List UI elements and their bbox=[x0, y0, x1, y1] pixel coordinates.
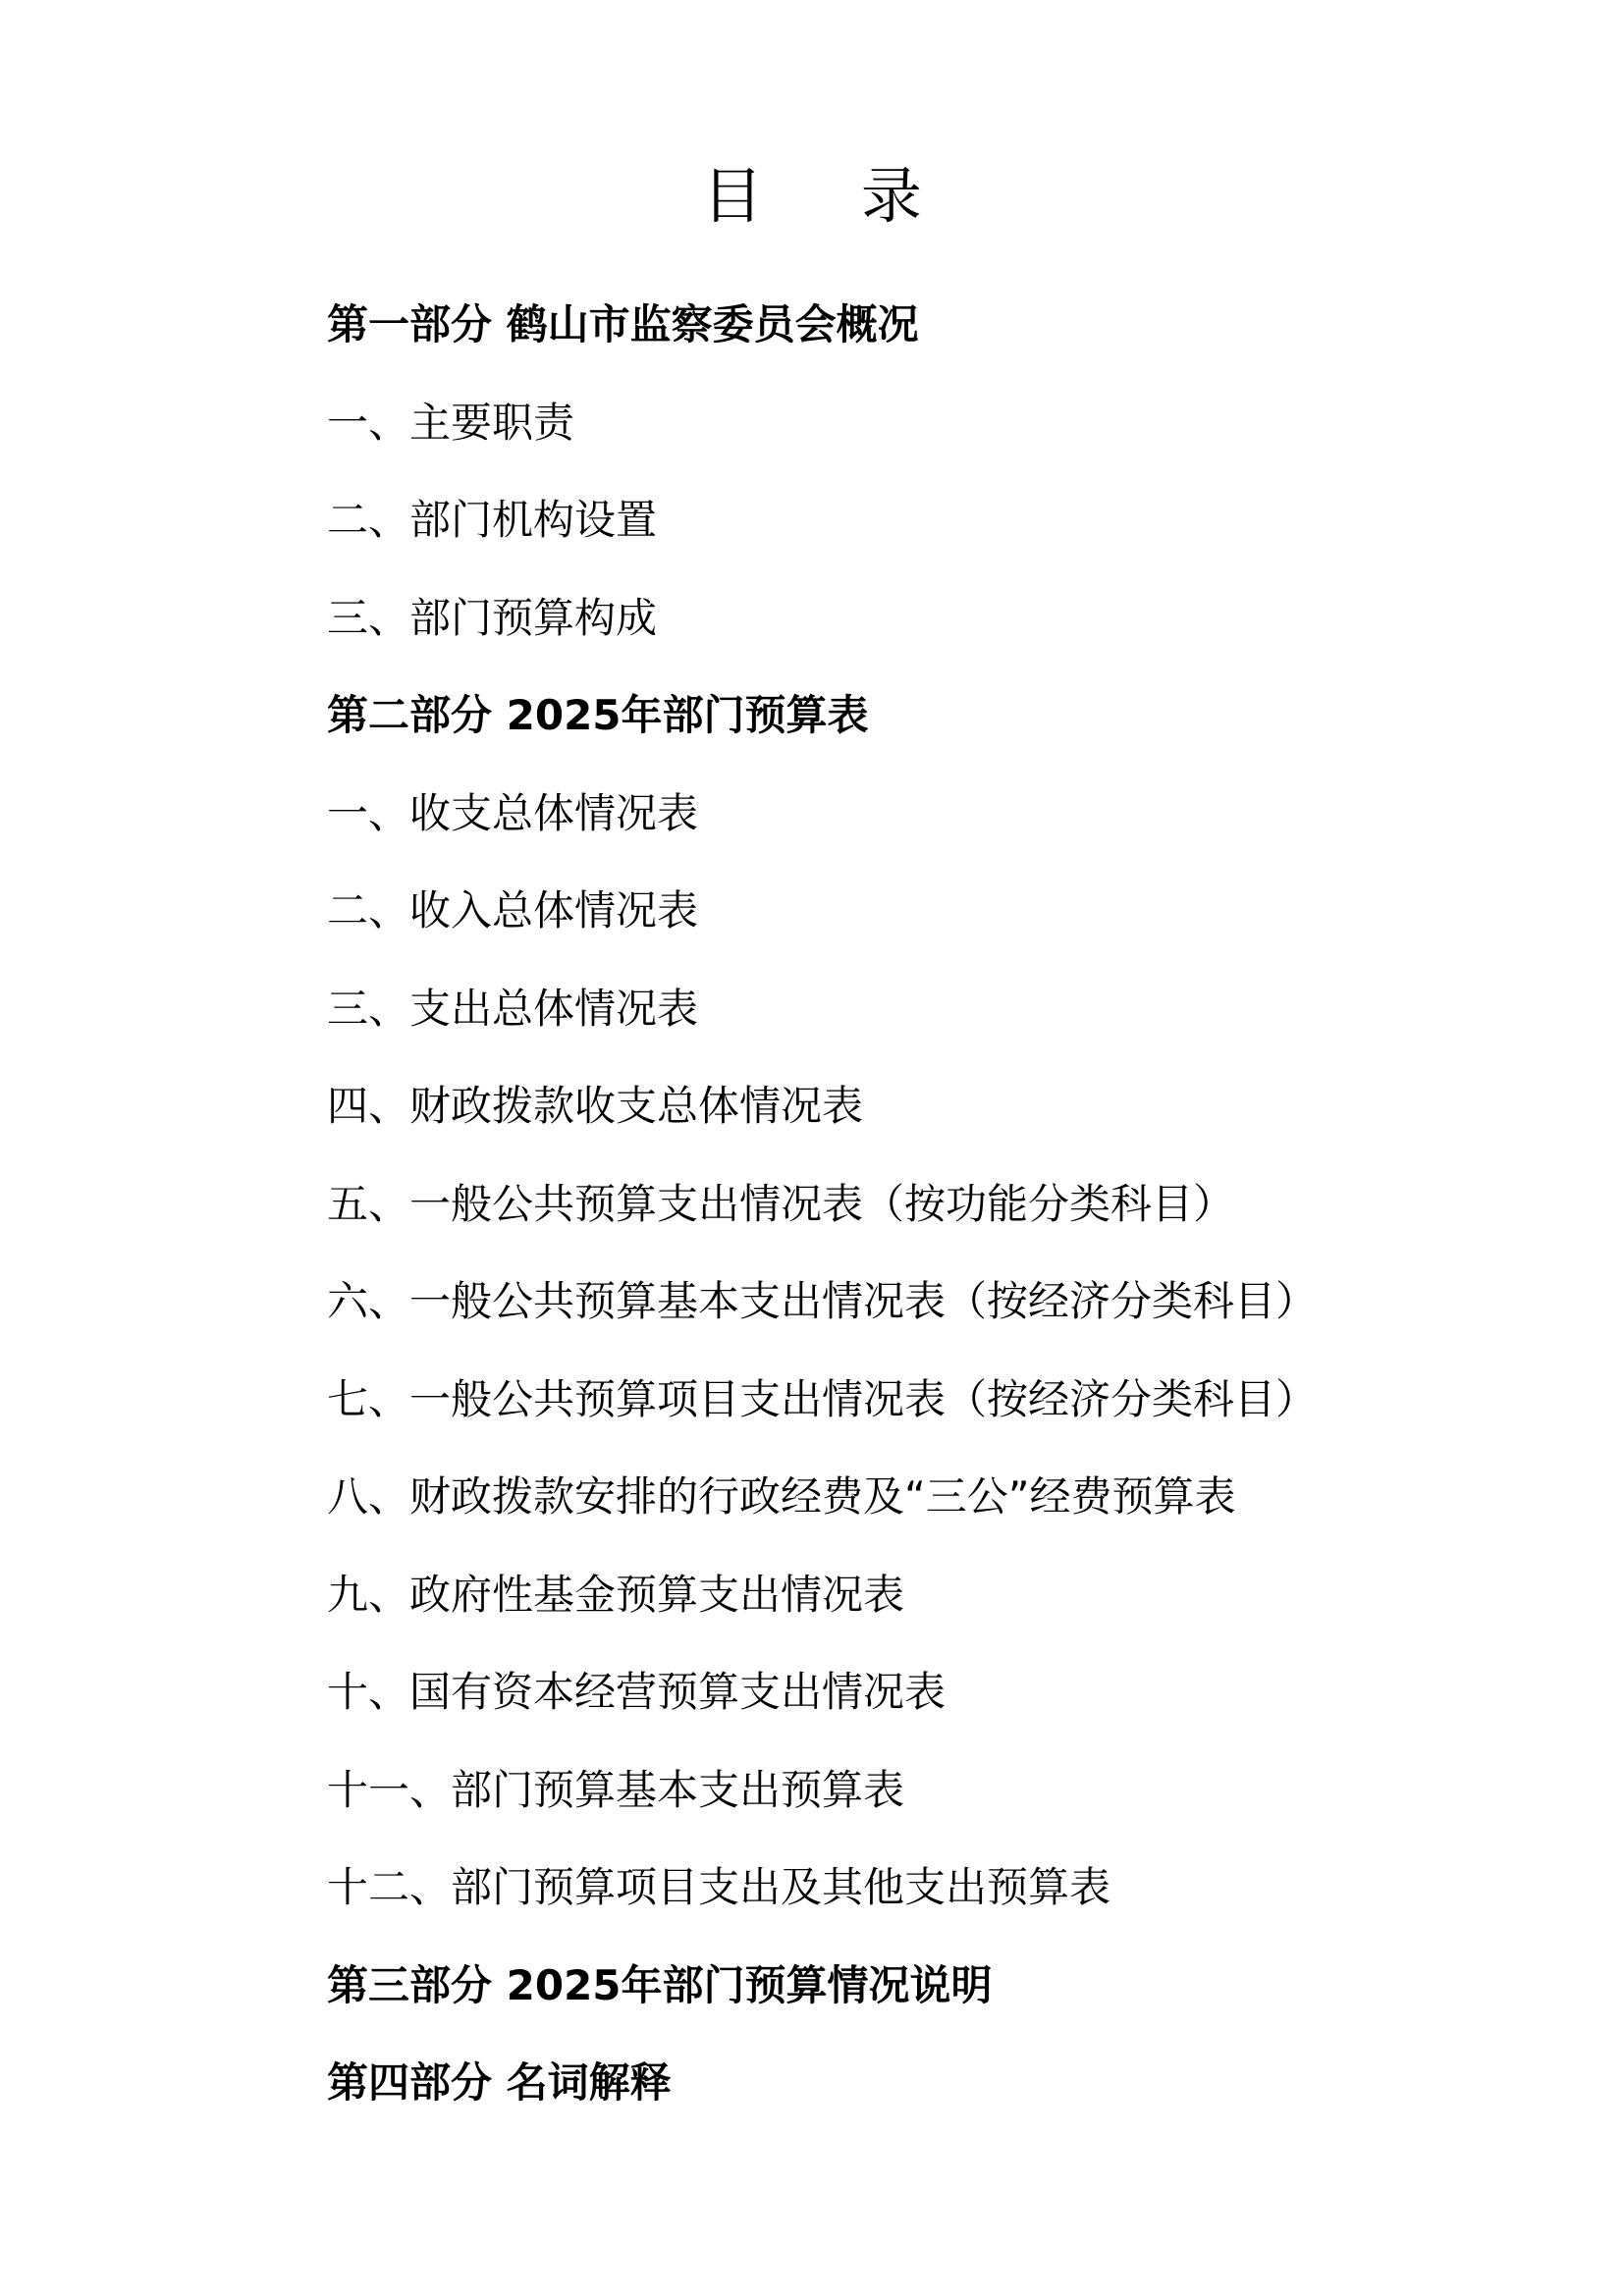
toc-entry: 十一、部门预算基本支出预算表 bbox=[327, 1765, 905, 1814]
toc-entry: 一、收支总体情况表 bbox=[327, 788, 699, 837]
toc-entry-part-3: 第三部分 2025年部门预算情况说明 bbox=[327, 1960, 993, 2009]
toc-entry: 五、一般公共预算支出情况表（按功能分类科目） bbox=[327, 1179, 1235, 1228]
toc-entry: 十、国有资本经营预算支出情况表 bbox=[327, 1668, 947, 1716]
toc-entry: 二、部门机构设置 bbox=[327, 496, 658, 544]
toc-entry: 十二、部门预算项目支出及其他支出预算表 bbox=[327, 1863, 1111, 1911]
toc-entry: 三、支出总体情况表 bbox=[327, 984, 699, 1033]
toc-entry: 三、部门预算构成 bbox=[327, 593, 658, 642]
page-title: 目 录 bbox=[702, 160, 961, 232]
toc-entry: 六、一般公共预算基本支出情况表（按经济分类科目） bbox=[327, 1277, 1318, 1325]
toc-entry: 八、财政拨款安排的行政经费及“三公”经费预算表 bbox=[327, 1472, 1236, 1521]
toc-entry-part-2: 第二部分 2025年部门预算表 bbox=[327, 691, 869, 739]
toc-entry: 二、收入总体情况表 bbox=[327, 886, 699, 934]
toc-entry: 一、主要职责 bbox=[327, 398, 575, 447]
toc-entry-part-1: 第一部分 鹤山市监察委员会概况 bbox=[327, 300, 919, 348]
table-of-contents bbox=[327, 291, 1505, 2147]
toc-entry: 九、政府性基金预算支出情况表 bbox=[327, 1570, 905, 1619]
toc-entry: 四、财政拨款收支总体情况表 bbox=[327, 1082, 864, 1130]
toc-entry-part-4: 第四部分 名词解释 bbox=[327, 2058, 672, 2107]
toc-entry: 七、一般公共预算项目支出情况表（按经济分类科目） bbox=[327, 1374, 1318, 1423]
